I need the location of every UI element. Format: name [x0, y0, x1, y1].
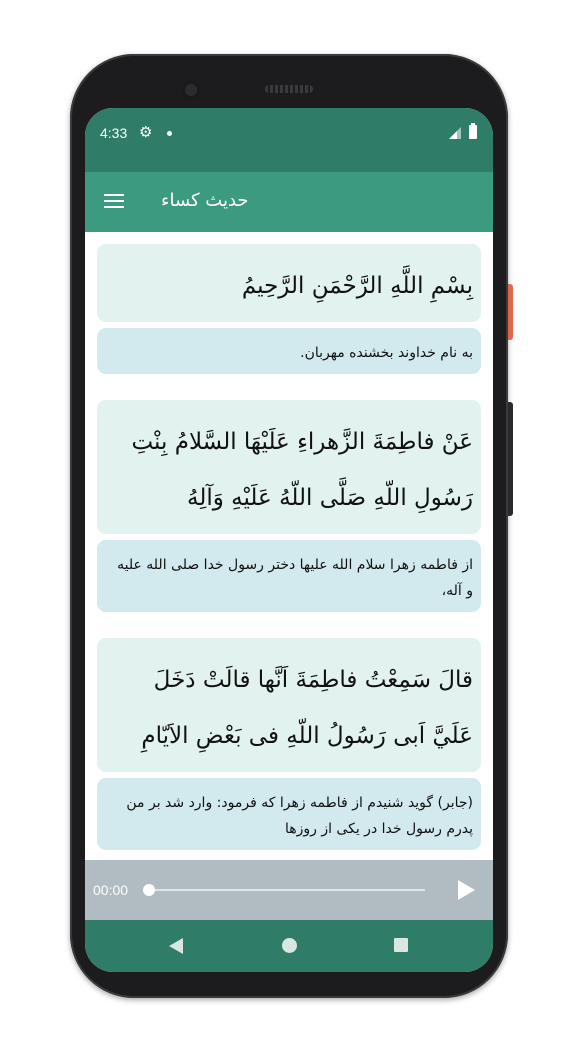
app-bar	[85, 172, 493, 232]
power-button	[508, 284, 513, 340]
translation-card	[97, 328, 481, 374]
play-icon[interactable]	[455, 879, 477, 901]
arabic-verse-text: عَنْ فاطِمَةَ الزَّهراءِ عَلَيْهَا السَّلامُ بِنْتِ رَسُولِ اللّهِ صَلَّى اللّهُ عَلَيْهِ وَآلِهُ	[131, 429, 473, 511]
recents-icon[interactable]	[394, 938, 408, 952]
player-current-time: 00:00	[93, 882, 129, 898]
signal-icon	[449, 127, 461, 139]
earpiece-speaker	[265, 85, 313, 93]
back-icon[interactable]	[169, 938, 183, 954]
battery-icon	[469, 125, 477, 139]
verse-list[interactable]	[85, 232, 493, 860]
system-nav-bar	[85, 920, 493, 972]
front-camera	[181, 80, 201, 100]
arabic-verse-text: قالَ سَمِعْتُ فاطِمَةَ اَنَّها قالَتْ دَخَلَ عَلَيَّ اَبى رَسُولُ اللّهِ فى بَعْضِ الاَيّامِ	[141, 667, 473, 749]
gear-icon: ⚙	[139, 123, 153, 141]
screen	[85, 108, 493, 972]
page-title: حدیث کساء	[161, 190, 249, 211]
seek-thumb[interactable]	[143, 884, 155, 896]
volume-button	[508, 402, 513, 516]
translation-text: به نام خداوند بخشنده مهربان.	[300, 345, 473, 361]
arabic-verse-card	[97, 244, 481, 322]
status-bar	[85, 108, 493, 172]
notification-dot-icon	[167, 131, 172, 136]
arabic-verse-card	[97, 400, 481, 534]
translation-text: (جابر) گوید شنیدم از فاطمه زهرا که فرمود: وارد شد بر من پدرم رسول خدا در یکی از روزها	[126, 795, 473, 837]
hamburger-menu-icon[interactable]	[104, 193, 124, 209]
audio-player	[85, 860, 493, 920]
home-icon[interactable]	[282, 938, 297, 953]
translation-card	[97, 540, 481, 612]
arabic-verse-card	[97, 638, 481, 772]
translation-text: از فاطمه زهرا سلام الله علیها دختر رسول خدا صلی الله علیه و آله،	[117, 557, 473, 599]
translation-card	[97, 778, 481, 850]
arabic-verse-text: بِسْمِ اللَّهِ الرَّحْمَنِ الرَّحِيمُ	[241, 273, 473, 299]
seek-bar[interactable]	[149, 889, 425, 891]
status-time: 4:33	[100, 125, 128, 141]
